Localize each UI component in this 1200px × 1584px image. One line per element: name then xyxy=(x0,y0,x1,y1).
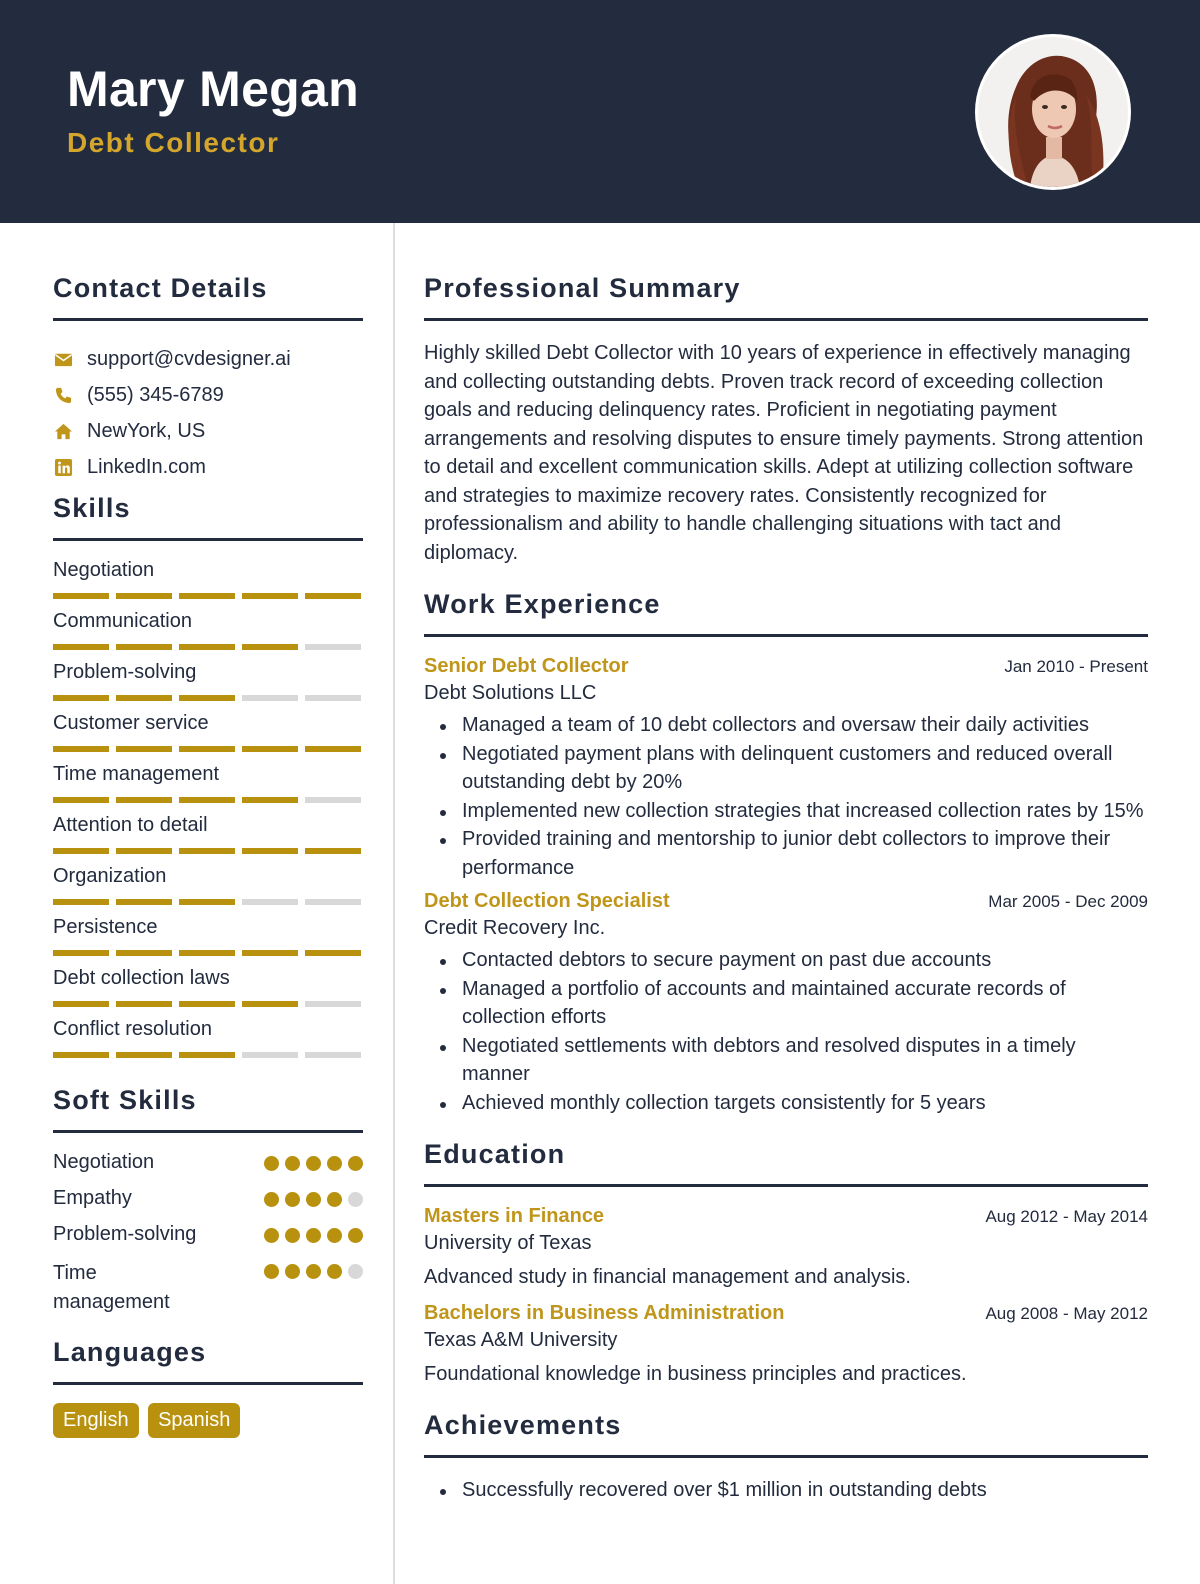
left-column xyxy=(53,223,363,1438)
skill-level-segment xyxy=(116,950,172,956)
skill-name: Conflict resolution xyxy=(53,1018,212,1040)
skill-level-segment xyxy=(242,746,298,752)
skill-row xyxy=(53,914,363,965)
skill-level-segment xyxy=(242,848,298,854)
job-date: Jan 2010 - Present xyxy=(1004,657,1148,676)
soft-skill-name: Empathy xyxy=(53,1187,132,1209)
job-company: Credit Recovery Inc. xyxy=(424,917,606,939)
skill-level-segment xyxy=(53,1052,109,1058)
skill-level-bars xyxy=(53,1001,363,1007)
skill-level-segment xyxy=(179,593,235,599)
contact-section xyxy=(53,273,363,485)
rating-dot xyxy=(306,1264,321,1279)
skill-level-bars xyxy=(53,797,363,803)
job-bullet: Managed a team of 10 debt collectors and oversaw their daily activities xyxy=(424,711,1148,740)
job-title: Debt Collector xyxy=(67,127,280,158)
language-badge: Spanish xyxy=(148,1403,240,1438)
job-entry xyxy=(424,655,1148,882)
skill-level-segment xyxy=(116,1001,172,1007)
section-title-skills: Skills xyxy=(53,493,131,523)
section-title-languages: Languages xyxy=(53,1337,207,1367)
rating-dot xyxy=(264,1192,279,1207)
soft-skill-row xyxy=(53,1151,363,1187)
rating-dot xyxy=(306,1192,321,1207)
contact-location-text: NewYork, US xyxy=(87,419,206,442)
soft-skill-row xyxy=(53,1259,363,1323)
skill-name: Time management xyxy=(53,763,219,785)
skill-level-segment xyxy=(116,746,172,752)
rating-dot xyxy=(327,1228,342,1243)
contact-location xyxy=(53,413,363,449)
section-underline xyxy=(53,1382,363,1385)
skill-row xyxy=(53,1016,363,1067)
summary-section xyxy=(424,273,1148,567)
soft-skill-rating xyxy=(264,1156,363,1171)
job-entry xyxy=(424,890,1148,1117)
rating-dot xyxy=(327,1192,342,1207)
job-bullet: Implemented new collection strategies that increased collection rates by 15% xyxy=(424,797,1148,826)
section-title-achievements: Achievements xyxy=(424,1410,622,1440)
skill-level-segment xyxy=(116,593,172,599)
skill-level-segment xyxy=(242,899,298,905)
contact-phone-text: (555) 345-6789 xyxy=(87,383,224,406)
skill-level-segment xyxy=(242,1052,298,1058)
rating-dot xyxy=(348,1228,363,1243)
job-bullets xyxy=(424,711,1148,882)
soft-skill-rating xyxy=(264,1192,363,1207)
section-title-contact: Contact Details xyxy=(53,273,268,303)
rating-dot xyxy=(348,1264,363,1279)
soft-skills-section xyxy=(53,1085,363,1323)
achievement-list xyxy=(424,1476,1148,1505)
skill-level-bars xyxy=(53,950,363,956)
rating-dot xyxy=(285,1192,300,1207)
home-icon xyxy=(53,421,73,441)
skill-level-segment xyxy=(179,1001,235,1007)
skill-row xyxy=(53,557,363,608)
skill-row xyxy=(53,710,363,761)
languages-section xyxy=(53,1337,363,1438)
section-title-education: Education xyxy=(424,1139,566,1169)
section-underline xyxy=(53,538,363,541)
soft-skill-name: Negotiation xyxy=(53,1151,155,1173)
skill-level-segment xyxy=(305,899,361,905)
job-date: Mar 2005 - Dec 2009 xyxy=(988,892,1148,911)
skill-level-segment xyxy=(179,899,235,905)
rating-dot xyxy=(306,1228,321,1243)
skill-row xyxy=(53,863,363,914)
skill-level-bars xyxy=(53,899,363,905)
skill-level-segment xyxy=(305,695,361,701)
education-section xyxy=(424,1139,1148,1388)
contact-linkedin[interactable] xyxy=(53,449,363,485)
skill-name: Organization xyxy=(53,865,167,887)
skill-row xyxy=(53,812,363,863)
skill-level-bars xyxy=(53,746,363,752)
skill-level-segment xyxy=(242,950,298,956)
skill-level-segment xyxy=(53,644,109,650)
skill-level-segment xyxy=(53,899,109,905)
skill-level-segment xyxy=(116,848,172,854)
skills-section xyxy=(53,493,363,1067)
skill-row xyxy=(53,965,363,1016)
skill-level-segment xyxy=(179,848,235,854)
skill-level-bars xyxy=(53,848,363,854)
skill-name: Debt collection laws xyxy=(53,967,230,989)
summary-text: Highly skilled Debt Collector with 10 years of experience in effectively managing and collecting outstanding debts. Proven track record of exceeding collection goals and reducing delinquency rates. Proficient in negotiating payment arrangements and resolving disputes to ensure timely payments. Strong attention to detail and excellent communication skills. Adept at utilizing collection software and strategies to maximize recovery rates. Consistently recognized for professionalism and ability to handle challenging situations with tact and diplomacy. xyxy=(424,342,1144,564)
education-entry xyxy=(424,1205,1148,1292)
section-title-experience: Work Experience xyxy=(424,589,661,619)
rating-dot xyxy=(285,1156,300,1171)
degree-title: Bachelors in Business Administration xyxy=(424,1301,785,1324)
soft-skill-name: Time management xyxy=(53,1262,170,1313)
skill-level-bars xyxy=(53,644,363,650)
section-underline xyxy=(53,1130,363,1133)
skill-level-segment xyxy=(179,950,235,956)
rating-dot xyxy=(327,1264,342,1279)
skill-level-segment xyxy=(179,644,235,650)
job-bullets xyxy=(424,946,1148,1117)
phone-icon xyxy=(53,385,73,405)
skill-level-segment xyxy=(53,593,109,599)
resume-header xyxy=(0,0,1200,223)
skill-level-segment xyxy=(53,950,109,956)
rating-dot xyxy=(306,1156,321,1171)
skill-row xyxy=(53,608,363,659)
section-underline xyxy=(424,318,1148,321)
skill-level-segment xyxy=(53,848,109,854)
job-bullet: Provided training and mentorship to junior debt collectors to improve their performance xyxy=(424,825,1148,882)
skill-level-segment xyxy=(242,1001,298,1007)
rating-dot xyxy=(264,1228,279,1243)
soft-skill-row xyxy=(53,1187,363,1223)
section-title-summary: Professional Summary xyxy=(424,273,741,303)
section-underline xyxy=(53,318,363,321)
skill-level-segment xyxy=(53,695,109,701)
rating-dot xyxy=(348,1192,363,1207)
experience-section xyxy=(424,589,1148,1117)
skill-level-segment xyxy=(305,593,361,599)
skill-level-segment xyxy=(305,797,361,803)
education-entry xyxy=(424,1302,1148,1389)
skill-level-segment xyxy=(116,797,172,803)
skill-level-segment xyxy=(242,593,298,599)
skill-level-segment xyxy=(305,1052,361,1058)
profile-photo xyxy=(975,34,1131,190)
skill-level-segment xyxy=(305,644,361,650)
soft-skill-row xyxy=(53,1223,363,1259)
section-title-soft-skills: Soft Skills xyxy=(53,1085,197,1115)
achievement-item: Successfully recovered over $1 million in outstanding debts xyxy=(424,1476,1148,1505)
contact-email[interactable] xyxy=(53,341,363,377)
degree-description: Foundational knowledge in business principles and practices. xyxy=(424,1362,967,1385)
rating-dot xyxy=(327,1156,342,1171)
skill-level-segment xyxy=(116,695,172,701)
skill-name: Persistence xyxy=(53,916,158,938)
profile-photo-image xyxy=(978,37,1128,187)
achievements-section xyxy=(424,1410,1148,1505)
rating-dot xyxy=(285,1228,300,1243)
skill-level-segment xyxy=(242,644,298,650)
column-divider xyxy=(393,223,395,1584)
skill-level-bars xyxy=(53,695,363,701)
skill-row xyxy=(53,659,363,710)
skill-name: Attention to detail xyxy=(53,814,208,836)
skill-name: Communication xyxy=(53,610,192,632)
linkedin-icon xyxy=(53,457,73,477)
degree-date: Aug 2012 - May 2014 xyxy=(985,1207,1148,1226)
rating-dot xyxy=(264,1156,279,1171)
job-title: Debt Collection Specialist xyxy=(424,890,670,912)
school-name: University of Texas xyxy=(424,1232,592,1254)
skill-level-bars xyxy=(53,593,363,599)
job-bullet: Achieved monthly collection targets consistently for 5 years xyxy=(424,1089,1148,1118)
skill-level-segment xyxy=(179,695,235,701)
rating-dot xyxy=(348,1156,363,1171)
skill-level-bars xyxy=(53,1052,363,1058)
language-badge: English xyxy=(53,1403,139,1438)
skill-level-segment xyxy=(53,746,109,752)
skill-level-segment xyxy=(242,797,298,803)
job-bullet: Contacted debtors to secure payment on past due accounts xyxy=(424,946,1148,975)
section-underline xyxy=(424,1455,1148,1458)
skill-level-segment xyxy=(116,644,172,650)
skill-level-segment xyxy=(305,1001,361,1007)
skill-name: Problem-solving xyxy=(53,661,197,683)
skill-level-segment xyxy=(242,695,298,701)
job-company: Debt Solutions LLC xyxy=(424,682,597,704)
degree-description: Advanced study in financial management and analysis. xyxy=(424,1266,911,1288)
skill-level-segment xyxy=(305,746,361,752)
soft-skill-rating xyxy=(264,1264,363,1279)
skill-name: Customer service xyxy=(53,712,209,734)
job-bullet: Negotiated settlements with debtors and resolved disputes in a timely manner xyxy=(424,1032,1148,1089)
skill-row xyxy=(53,761,363,812)
contact-email-text: support@cvdesigner.ai xyxy=(87,347,291,370)
contact-linkedin-text: LinkedIn.com xyxy=(87,455,206,478)
skill-level-segment xyxy=(179,1052,235,1058)
skill-level-segment xyxy=(53,797,109,803)
soft-skills-list xyxy=(53,1151,363,1323)
degree-date: Aug 2008 - May 2012 xyxy=(985,1303,1148,1323)
rating-dot xyxy=(264,1264,279,1279)
job-bullet: Negotiated payment plans with delinquent customers and reduced overall outstanding debt by 20% xyxy=(424,740,1148,797)
soft-skill-name: Problem-solving xyxy=(53,1223,197,1245)
degree-title: Masters in Finance xyxy=(424,1205,605,1227)
skill-level-segment xyxy=(305,848,361,854)
skill-level-segment xyxy=(53,1001,109,1007)
candidate-name: Mary Megan xyxy=(67,61,359,117)
email-icon xyxy=(53,349,73,369)
skill-level-segment xyxy=(179,746,235,752)
contact-phone[interactable] xyxy=(53,377,363,413)
languages-list xyxy=(53,1403,363,1438)
skill-level-segment xyxy=(116,899,172,905)
soft-skill-rating xyxy=(264,1228,363,1243)
skills-list xyxy=(53,557,363,1067)
skill-name: Negotiation xyxy=(53,559,155,581)
section-underline xyxy=(424,634,1148,637)
job-bullet: Managed a portfolio of accounts and maintained accurate records of collection efforts xyxy=(424,975,1148,1032)
skill-level-segment xyxy=(116,1052,172,1058)
rating-dot xyxy=(285,1264,300,1279)
skill-level-segment xyxy=(305,950,361,956)
right-column xyxy=(424,223,1148,1505)
school-name: Texas A&M University xyxy=(424,1328,618,1351)
job-title: Senior Debt Collector xyxy=(424,655,629,677)
skill-level-segment xyxy=(179,797,235,803)
section-underline xyxy=(424,1184,1148,1187)
